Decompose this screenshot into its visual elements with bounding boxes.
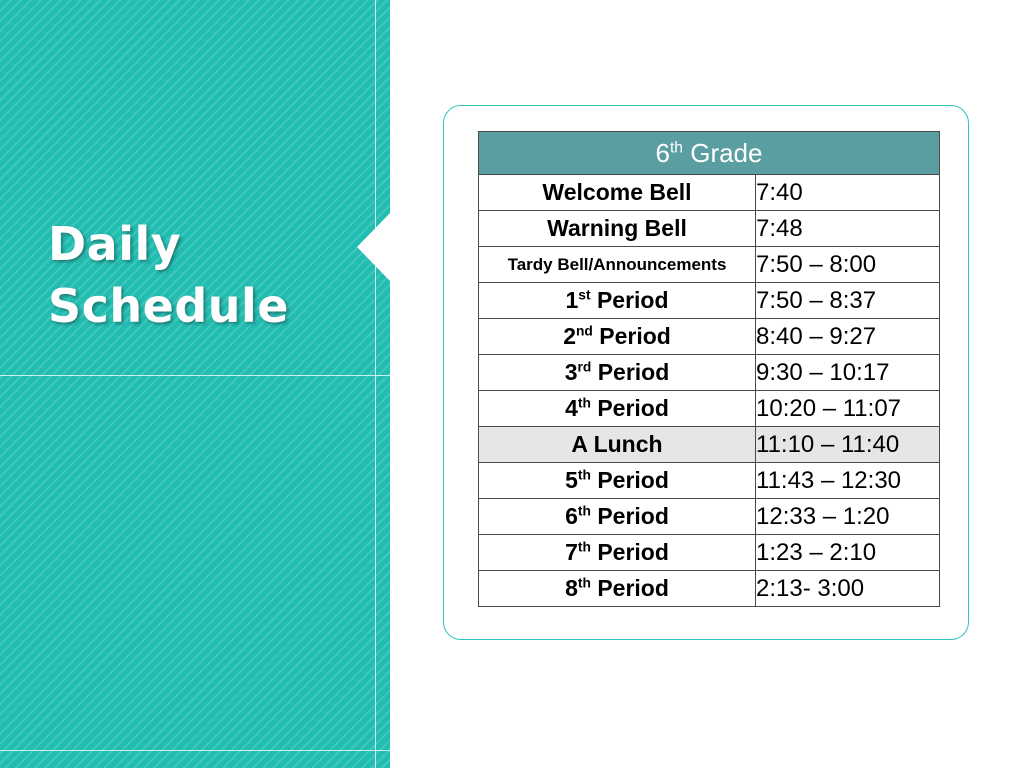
grade-header (479, 132, 940, 175)
table-row (479, 391, 940, 427)
grade-number: 6 (655, 137, 670, 168)
side-panel (0, 0, 390, 768)
period-suffix: rd (577, 359, 592, 375)
row-label (479, 247, 756, 283)
period-number: 5 (565, 467, 578, 493)
row-label-text: Welcome Bell (542, 179, 692, 205)
guide-line-vertical (375, 0, 376, 768)
row-time: 7:40 (756, 175, 940, 211)
table-row (479, 319, 940, 355)
grade-suffix: th (669, 138, 683, 156)
period-word: Period (597, 395, 669, 421)
table-row (479, 355, 940, 391)
period-word: Period (596, 287, 669, 313)
period-word: Period (597, 503, 669, 529)
row-time: 9:30 – 10:17 (756, 355, 940, 391)
row-label (479, 175, 756, 211)
row-label (479, 571, 756, 607)
table-header-row (479, 132, 940, 175)
period-word: Period (597, 359, 670, 385)
period-suffix: th (577, 575, 591, 591)
period-number: 2 (563, 323, 576, 349)
row-time: 7:50 – 8:37 (756, 283, 940, 319)
table-row (479, 499, 940, 535)
table-row (479, 211, 940, 247)
table-row (479, 571, 940, 607)
row-label (479, 463, 756, 499)
period-suffix: th (577, 395, 591, 411)
grade-word: Grade (690, 137, 763, 168)
schedule-table (478, 131, 940, 607)
row-time: 2:13- 3:00 (756, 571, 940, 607)
period-suffix: st (578, 287, 591, 303)
row-time: 7:48 (756, 211, 940, 247)
table-row (479, 535, 940, 571)
period-suffix: th (577, 539, 591, 555)
period-number: 1 (565, 287, 579, 313)
row-label (479, 427, 756, 463)
period-word: Period (597, 575, 669, 601)
table-row (479, 463, 940, 499)
table-row (479, 175, 940, 211)
table-row (479, 283, 940, 319)
row-time: 12:33 – 1:20 (756, 499, 940, 535)
row-time: 10:20 – 11:07 (756, 391, 940, 427)
table-row (479, 247, 940, 283)
row-label (479, 499, 756, 535)
guide-line-horizontal (0, 375, 390, 376)
period-suffix: nd (575, 323, 593, 339)
period-suffix: th (577, 467, 591, 483)
panel-notch (357, 212, 391, 282)
row-label (479, 319, 756, 355)
row-label (479, 211, 756, 247)
period-word: Period (597, 467, 669, 493)
slide-title (48, 213, 348, 337)
period-number: 8 (565, 575, 578, 601)
row-label (479, 355, 756, 391)
row-time: 11:43 – 12:30 (756, 463, 940, 499)
row-label-text: A Lunch (571, 431, 663, 457)
row-label (479, 535, 756, 571)
row-time: 7:50 – 8:00 (756, 247, 940, 283)
row-label-text: Tardy Bell/Announcements (507, 254, 727, 274)
lunch-row (479, 427, 940, 463)
row-label-text: Warning Bell (547, 215, 687, 241)
slide-title-line-1: Daily (48, 217, 182, 271)
row-label (479, 391, 756, 427)
period-word: Period (597, 539, 669, 565)
period-suffix: th (577, 503, 591, 519)
row-label (479, 283, 756, 319)
guide-line-horizontal-bottom (0, 750, 390, 751)
period-number: 3 (564, 359, 578, 385)
row-time: 1:23 – 2:10 (756, 535, 940, 571)
row-time: 11:10 – 11:40 (756, 427, 940, 463)
row-time: 8:40 – 9:27 (756, 319, 940, 355)
period-number: 6 (565, 503, 578, 529)
period-word: Period (599, 323, 671, 349)
slide-title-line-2: Schedule (48, 279, 289, 333)
period-number: 7 (565, 539, 578, 565)
period-number: 4 (565, 395, 578, 421)
